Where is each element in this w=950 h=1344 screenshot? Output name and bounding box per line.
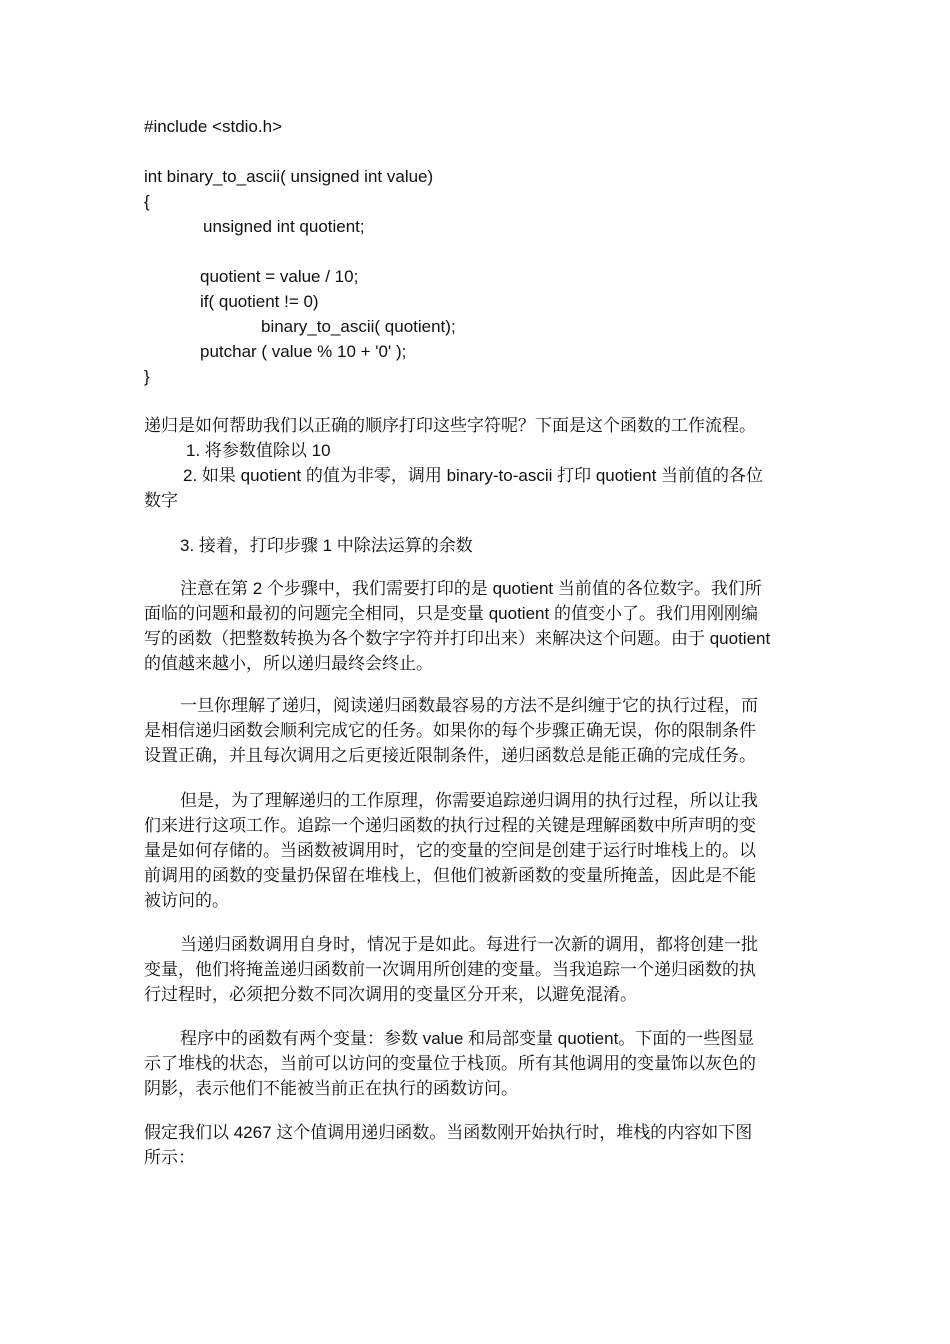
code-if-line: if( quotient != 0) (200, 292, 319, 311)
step-2-line-1: 2. 如果 quotient 的值为非零，调用 binary-to-ascii 打印 quotient 当前值的各位 (183, 466, 764, 485)
paragraph-5-line-3: 阴影，表示他们不能被当前正在执行的函数访问。 (144, 1079, 518, 1098)
step-3: 3. 接着，打印步骤 1 中除法运算的余数 (180, 536, 473, 555)
step-2-line-2: 数字 (144, 491, 178, 510)
code-assign-line: quotient = value / 10; (200, 267, 359, 286)
code-function-signature: int binary_to_ascii( unsigned int value) (144, 167, 434, 186)
paragraph-4-line-1: 当递归函数调用自身时，情况于是如此。每进行一次新的调用，都将创建一批 (180, 935, 758, 954)
paragraph-3-line-3: 量是如何存储的。当函数被调用时，它的变量的空间是创建于运行时堆栈上的。以 (144, 841, 756, 860)
paragraph-4-line-2: 变量，他们将掩盖递归函数前一次调用所创建的变量。当我追踪一个递归函数的执 (144, 960, 756, 979)
paragraph-1-line-3: 写的函数（把整数转换为各个数字字符并打印出来）来解决这个问题。由于 quotient (144, 629, 771, 648)
paragraph-1-line-2: 面临的问题和最初的问题完全相同，只是变量 quotient 的值变小了。我们用刚刚编 (144, 604, 758, 623)
paragraph-4-line-3: 行过程时，必须把分数不同次调用的变量区分开来，以避免混淆。 (144, 985, 637, 1004)
step-1: 1. 将参数值除以 10 (186, 441, 331, 460)
paragraph-3-line-5: 被访问的。 (144, 891, 229, 910)
code-open-brace: { (144, 192, 150, 211)
code-recursive-call-line: binary_to_ascii( quotient); (261, 317, 456, 336)
paragraph-6-line-1: 假定我们以 4267 这个值调用递归函数。当函数刚开始执行时，堆栈的内容如下图 (144, 1123, 753, 1142)
paragraph-1-line-1: 注意在第 2 个步骤中，我们需要打印的是 quotient 当前值的各位数字。我们所 (180, 579, 762, 598)
code-include-line: #include <stdio.h> (144, 117, 282, 136)
intro-paragraph: 递归是如何帮助我们以正确的顺序打印这些字符呢？下面是这个函数的工作流程。 (144, 416, 756, 435)
paragraph-2-line-2: 是相信递归函数会顺利完成它的任务。如果你的每个步骤正确无误，你的限制条件 (144, 721, 756, 740)
code-close-brace: } (144, 367, 150, 386)
paragraph-3-line-4: 前调用的函数的变量扔保留在堆栈上，但他们被新函数的变量所掩盖，因此是不能 (144, 866, 756, 885)
paragraph-2-line-1: 一旦你理解了递归，阅读递归函数最容易的方法不是纠缠于它的执行过程，而 (180, 696, 758, 715)
paragraph-6-line-2: 所示： (144, 1148, 195, 1167)
paragraph-3-line-2: 们来进行这项工作。追踪一个递归函数的执行过程的关键是理解函数中所声明的变 (144, 816, 756, 835)
paragraph-1-line-4: 的值越来越小，所以递归最终会终止。 (144, 654, 433, 673)
paragraph-3-line-1: 但是，为了理解递归的工作原理，你需要追踪递归调用的执行过程，所以让我 (180, 791, 758, 810)
paragraph-2-line-3: 设置正确，并且每次调用之后更接近限制条件，递归函数总是能正确的完成任务。 (144, 746, 756, 765)
paragraph-5-line-2: 示了堆栈的状态，当前可以访问的变量位于栈顶。所有其他调用的变量饰以灰色的 (144, 1054, 756, 1073)
code-declaration-line: unsigned int quotient; (203, 217, 365, 236)
paragraph-5-line-1: 程序中的函数有两个变量：参数 value 和局部变量 quotient。下面的一些图显 (180, 1029, 755, 1048)
code-putchar-line: putchar ( value % 10 + '0' ); (200, 342, 407, 361)
